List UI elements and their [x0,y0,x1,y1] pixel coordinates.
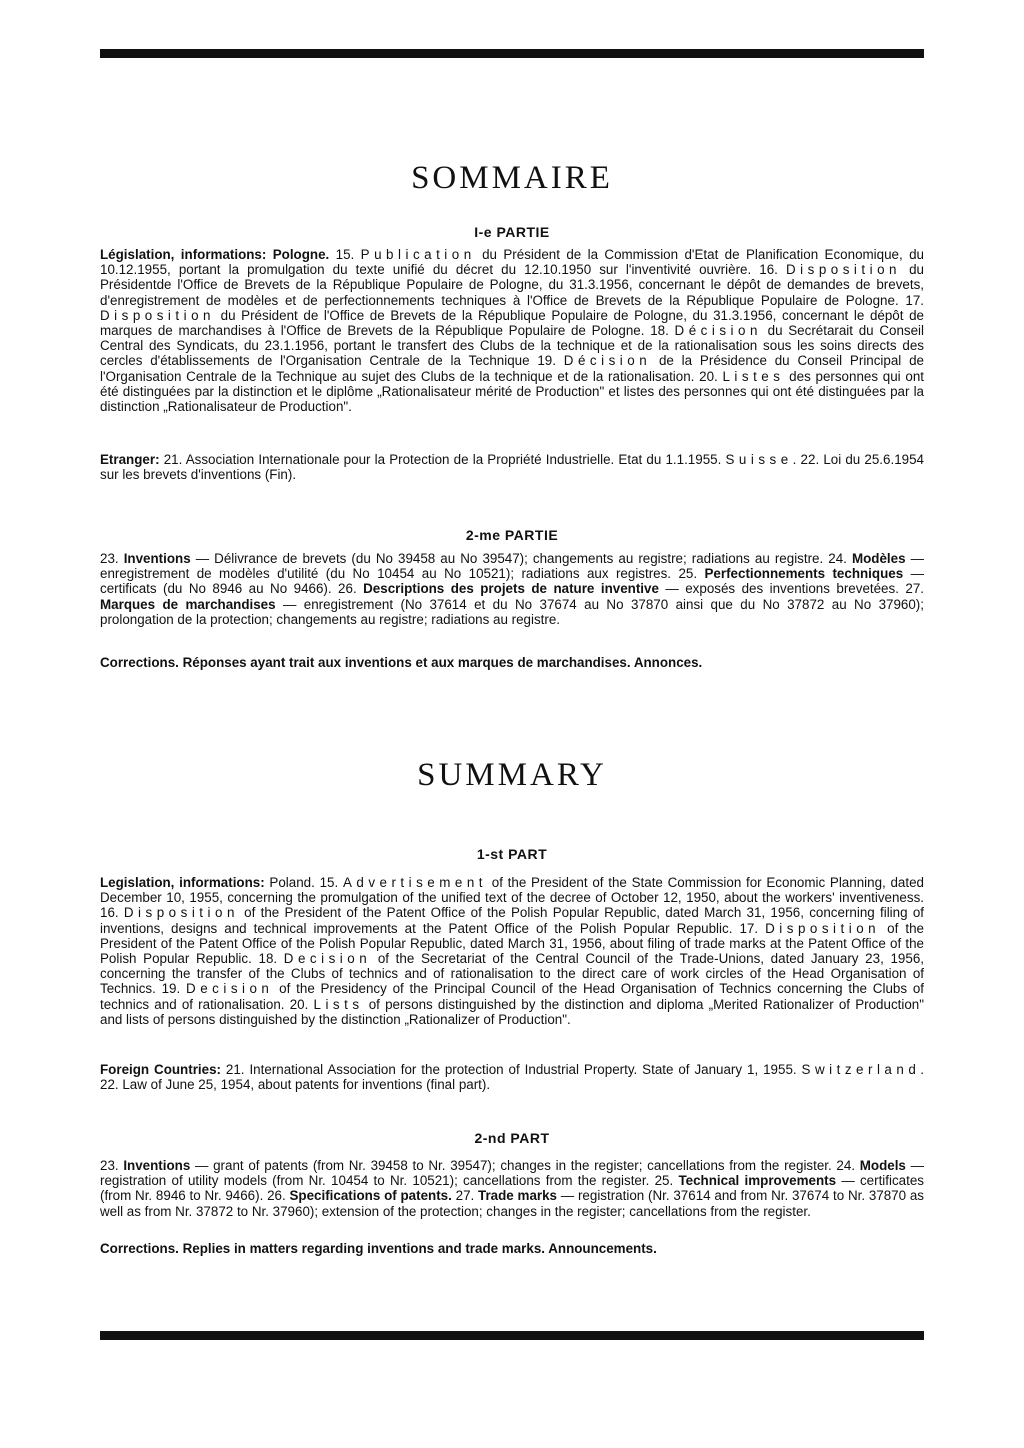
bold-term: Descriptions des projets de nature inventive [363,581,659,597]
fr-part2-heading: 2-me PARTIE [465,527,559,543]
text-run: du Secrétarait du Conseil Central des Syndicats, du 23.1.1956, portant le transfert des Clubs de la technique et de la rationalisation sous les soins directs des cercles d'établissements de l'Organisation Centrale de la Technique 19. [100,323,925,369]
text-run: — certificates (from Nr. 8946 to Nr. 9466). 26. [100,1173,924,1204]
spaced-term: Décision [563,353,652,369]
bold-term: Modèles [851,551,906,566]
text-run: 23. [100,551,124,566]
text-run: du Présidentde l'Office de Brevets de la République Populaire de Pologne, du 31.3.1956, concernant le dépôt de demandes de brevets, d'enregistrement de modèles et de perfectionnements techniques à l'Office de Brevets de la République Populaire de Pologne. 17. [100,262,924,308]
text-run: of the President of the Patent Office of the Polish Popular Republic, dated March 31, 1956, about filing of trade marks at the Patent Office of the Polish Popular Republic. 18. [100,920,924,967]
fr-part1-heading: I-e PARTIE [474,224,550,240]
bold-term: Etranger: [100,452,160,467]
spaced-term: Disposition [123,905,239,921]
text-run: du Président de l'Office de Brevets de la République Populaire de Pologne, du 31.3.1956, concernant le dépôt de marques de marchandises à l'Office de Brevets de la République Populaire de Pologne. 18. [100,307,924,339]
en-legislation-paragraph [100,875,924,1027]
spaced-term: Listes [722,368,785,384]
spaced-term: Suisse [725,452,793,467]
text-run: du Président de la Commission d'Etat de Planification Economique, du 10.12.1955, portant la promulgation du texte unifié du décret du 12.10.1950 sur l'inventivité ouvrière. 16. [100,247,924,278]
spaced-term: Publication [360,247,476,262]
text-run: of the Presidency of the Principal Council of the Head Organisation of Technics concerning the Clubs of technics and of rationalisation. 20. [100,981,925,1012]
bold-term: Inventions [123,551,191,566]
spaced-term: Lists [313,996,364,1012]
text-run: des personnes qui ont été distinguées par la distinction et le diplôme „Rationalisateur mérité de Production" et listes des personnes qui ont été distinguées par la distinction „Rationalisateur de Production". [100,368,924,415]
text-run: — Délivrance de brevets (du No 39458 au No 39547); changements au registre; radiations au registre. 24. [190,551,852,566]
text-run: 21. International Association for the protection of Industrial Property. State of January 1, 1955. [220,1062,802,1077]
bold-term: Foreign Countries: [100,1062,221,1077]
fr-corrections-line: Corrections. Réponses ayant trait aux inventions et aux marques de marchandises. Annonces. [100,655,703,670]
en-corrections-line: Corrections. Replies in matters regarding inventions and trade marks. Announcements. [100,1241,657,1256]
en-part2-paragraph [100,1158,924,1219]
bold-term: Trade marks [478,1188,558,1204]
text-run: — enregistrement (No 37614 et du No 37674 au No 37870 ainsi que du No 37872 au No 37960); prolongation de la protection; changements au registre; radiations au registre. [100,596,924,627]
text-run: of persons distinguished by the distinction and diploma „Merited Rationalizer of Production" and lists of persons distinguished by the distinction „Rationalizer of Production". [100,996,924,1027]
spaced-term: Disposition [100,307,215,323]
bold-term: Inventions [123,1158,191,1173]
en-part1-heading: 1-st PART [476,846,548,862]
text-run: of the Secretariat of the Central Council of the Trade-Unions, dated January 23, 1956, concerning the transfer of the Clubs of technics and of rationalisation to the direct care of work circles of the Head Organisation of Technics. 19. [100,951,924,997]
fr-part2-paragraph [100,551,924,627]
bold-term: Technical improvements [678,1173,837,1189]
en-foreign-paragraph [100,1062,924,1092]
text-run: — certificats (du No 8946 au No 9466). 26. [100,566,924,597]
spaced-term: Switzerland [801,1062,921,1077]
bold-term: Models [859,1158,906,1173]
spaced-term: Disposition [786,262,901,278]
fr-legislation-paragraph [100,247,924,414]
bold-term: Specifications of patents. [289,1188,452,1204]
summary-title: SUMMARY [417,757,607,793]
text-run: — registration (Nr. 37614 and from Nr. 37674 to Nr. 37870 as well as from Nr. 37872 to Nr. 37960); extension of the protection; changes in the register; cancellations from the register. [100,1188,924,1219]
top-rule [100,49,924,58]
text-run: — exposés des inventions brevetées. 27. [658,581,924,597]
text-run: 15. [329,247,361,262]
text-run: 23. [100,1158,124,1173]
bottom-rule [100,1331,924,1340]
text-run: of the President of the Patent Office of the Polish Popular Republic, dated March 31, 1956, concerning filing of inventions, designs and technical improvements at the Patent Office of the Polish Popular Republic. 17. [100,905,924,936]
text-run: of the President of the State Commission for Economic Planning, dated December 10, 1955, concerning the promulgation of the unified text of the decree of October 12, 1950, about the workers' inventiveness. 16. [100,875,924,921]
bold-term: Législation, informations: Pologne. [100,247,330,262]
spaced-term: Decision [186,981,274,997]
text-run: . 22. Law of June 25, 1954, about patents for inventions (final part). [100,1062,924,1093]
text-run: — registration of utility models (from Nr. 10454 to Nr. 10521); cancellations from the register. 25. [100,1158,924,1189]
text-run: . 22. Loi du 25.6.1954 sur les brevets d'inventions (Fin). [100,452,924,483]
bold-term: Marques de marchandises [100,596,276,612]
text-run: de la Présidence du Conseil Principal de l'Organisation Centrale de la Technique au sujet des Clubs de la technique et de la rationalisation. 20. [100,353,924,384]
sommaire-title: SOMMAIRE [411,160,613,196]
text-run: — grant of patents (from Nr. 39458 to Nr. 39547); changes in the register; cancellations from the register. 24. [190,1158,860,1173]
spaced-term: Advertisement [342,875,488,890]
bold-term: Perfectionnements techniques [704,566,904,582]
spaced-term: Disposition [765,920,881,936]
text-run: 27. [451,1188,479,1204]
text-run: 21. Association Internationale pour la Protection de la Propriété Industrielle. Etat du 1.1.1955. [159,452,726,467]
spaced-term: Decision [283,951,372,967]
en-part2-heading: 2-nd PART [474,1130,550,1146]
fr-foreign-paragraph [100,452,924,482]
text-run: — enregistrement de modèles d'utilité (du No 10454 au No 10521); radiations aux registres. 25. [100,551,924,582]
spaced-term: Décision [674,323,762,339]
text-run: Poland. 15. [264,875,343,890]
bold-term: Legislation, informations: [100,875,265,890]
